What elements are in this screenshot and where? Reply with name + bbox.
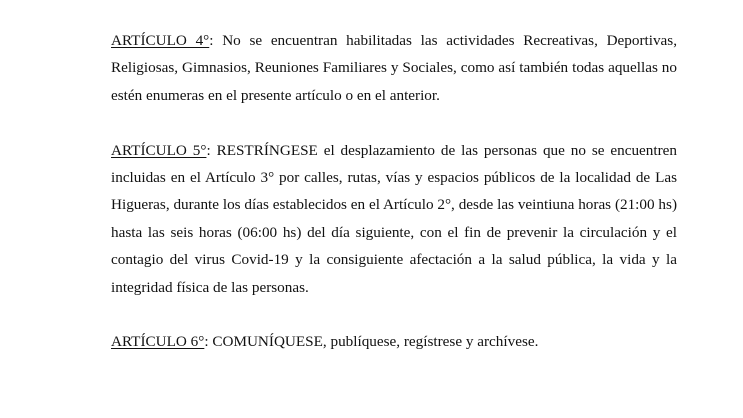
article-5 (111, 137, 677, 301)
article-4 (111, 27, 677, 109)
document-page (111, 27, 677, 356)
article-5-body: RESTRÍNGESE el desplazamiento de las personas que no se encuentren incluidas en el Artículo 3° por calles, rutas, vías y espacios públicos de la localidad de Las Higueras, durante los días establecidos en el Artículo 2°, desde las veintiuna horas (21:00 hs) hasta las seis horas (06:00 hs) del día siguiente, con el fin de prevenir la circulación y el contagio del virus Covid-19 y la consiguiente afectación a la salud pública, la vida y la integridad física de las personas. (111, 141, 677, 296)
article-6-separator: : (204, 333, 213, 351)
article-5-separator: : (206, 141, 217, 159)
article-6-body: COMUNÍQUESE, publíquese, regístrese y archívese. (212, 333, 539, 351)
article-6 (111, 328, 677, 355)
article-4-heading: ARTÍCULO 4° (111, 32, 210, 49)
article-4-separator: : (209, 32, 223, 49)
article-6-heading: ARTÍCULO 6° (111, 333, 205, 351)
article-4-body: No se encuentran habilitadas las actividades Recreativas, Deportivas, Religiosas, Gimnasios, Reuniones Familiares y Sociales, como así también todas aquellas no estén enumeras en el presente artículo o en el anterior. (111, 32, 678, 104)
article-5-heading: ARTÍCULO 5° (111, 141, 207, 159)
